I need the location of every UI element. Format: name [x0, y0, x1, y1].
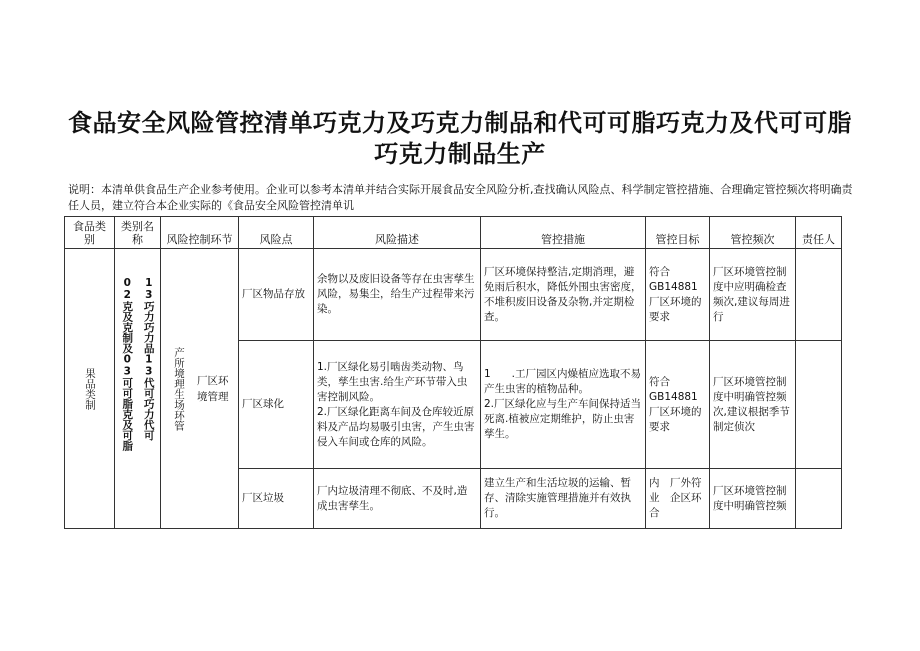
measure: 建立生产和生活垃圾的运输、暂存、清除实施管理措施并有效执行。: [481, 469, 646, 529]
responsible: [796, 341, 842, 469]
risk-table: [64, 216, 842, 529]
sub-category-text-b: 13巧力巧力品13代可巧力代可: [142, 276, 155, 440]
measure: 厂区环境保持整洁,定期消理，避免雨后积水，降低外围虫害密度，不堆积废旧设备及杂物,并定期检查。: [481, 249, 646, 341]
frequency: 厂区环境管控制度中明确管控频次,建议根据季节制定侦次: [710, 341, 796, 469]
goal: 内 厂外符业 企区环合: [646, 469, 710, 529]
measure: 1 .工厂园区内燥植应选取不易产生虫害的植物品种。 2.厂区绿化应与生产车间保持适当死离.植被应定期维护，防止虫害孳生。: [481, 341, 646, 469]
note-text: 说明：本清单供食品生产企业参考使用。企业可以参考本清单并结合实际开展食品安全风险分析,查找确认风险点、科学制定管控措施、合理确定管控频次将明确责任人员，建立符合本企业实际的《食品安全风险管控清单讥: [68, 183, 853, 212]
responsible: [796, 249, 842, 341]
header-goal: 管控目标: [646, 217, 710, 249]
responsible: [796, 469, 842, 529]
risk-desc: 1.厂区绿化易引啮齿类动物、鸟类，孳生虫害.给生产环节带入虫害控制风险。 2.厂区绿化距离车间及仓库较近原料及产品均易吸引虫害，产生虫害侵入车间或仓库的风险。: [314, 341, 481, 469]
control-step-cell: [161, 249, 239, 529]
header-control-step: 风险控制环节: [161, 217, 239, 249]
sub-category-text-a: 02克及克制及03可可脂克及可脂: [121, 276, 134, 451]
control-step-vertical: 产所境理生场环管: [173, 346, 185, 431]
risk-desc: 余物以及废旧设备等存在虫害孳生风险，易集尘，给生产过程带来污染。: [314, 249, 481, 341]
risk-point: 厂区球化: [239, 341, 314, 469]
risk-point: 厂区物品存放: [239, 249, 314, 341]
goal: 符合GB14881厂区环境的要求: [646, 249, 710, 341]
food-category-cell: [65, 249, 115, 529]
sub-category-cell: [115, 249, 161, 529]
risk-point: 厂区垃圾: [239, 469, 314, 529]
header-food-category: 食品类别: [65, 217, 115, 249]
control-step-label: 厂区环境管理: [197, 374, 229, 403]
header-measures: 管控措施: [481, 217, 646, 249]
header-responsible: 责任人: [796, 217, 842, 249]
risk-desc: 厂内垃圾清理不彻底、不及时,造成虫害孳生。: [314, 469, 481, 529]
header-sub-category: 类别名称: [115, 217, 161, 249]
page-title: 食品安全风险管控清单巧克力及巧克力制品和代可可脂巧克力及代可可脂巧克力制品生产: [68, 109, 852, 168]
frequency: 厂区环境管控制度中明确管控频: [710, 469, 796, 529]
header-row: [65, 217, 842, 249]
header-risk-point: 风险点: [239, 217, 314, 249]
header-frequency: 管控频次: [710, 217, 796, 249]
food-category-text: 果品类制: [84, 367, 96, 410]
table-row: [65, 249, 842, 341]
frequency: 厂区环境管控制度中应明确检查频次,建议每周进行: [710, 249, 796, 341]
header-risk-desc: 风险描述: [314, 217, 481, 249]
goal: 符合GB14881厂区环境的要求: [646, 341, 710, 469]
